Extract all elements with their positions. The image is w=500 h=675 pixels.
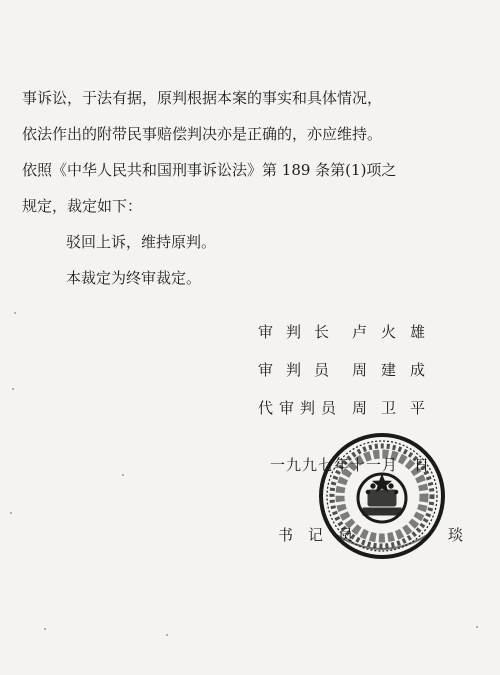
- scan-speck: [10, 512, 12, 514]
- signer-role: 代审判员: [258, 399, 343, 417]
- signer-role: 审判长: [258, 323, 343, 341]
- body-line: 依法作出的附带民事赔偿判决亦是正确的，亦应维持。: [22, 125, 383, 143]
- signer-name: 卢火雄: [352, 323, 440, 341]
- scan-speck: [44, 628, 46, 630]
- scan-speck: [12, 388, 14, 390]
- body-line: 依照《中华人民共和国刑事诉讼法》第 189 条第(1)项之: [22, 161, 397, 179]
- ruling-finality: 本裁定为终审裁定。: [66, 269, 202, 287]
- signer-acting-judge: [258, 394, 439, 422]
- scan-speck: [166, 634, 168, 636]
- scan-speck: [14, 312, 16, 314]
- body-line: 事诉讼，于法有据，原判根据本案的事实和具体情况，: [22, 89, 383, 107]
- body-line: 规定，裁定如下：: [22, 197, 143, 215]
- signer-presiding-judge: [258, 318, 439, 346]
- ruling-body: [22, 80, 477, 296]
- national-emblem-icon: [358, 474, 406, 522]
- clerk-label: 书 记 员: [278, 526, 354, 544]
- ruling-decision: 驳回上诉，维持原判。: [66, 233, 217, 251]
- scan-speck: [476, 626, 478, 628]
- signer-role: 审判员: [258, 361, 343, 379]
- signer-name: 周卫平: [352, 399, 440, 417]
- clerk-name: 琰: [448, 526, 464, 544]
- ruling-date: 一九九七年十一月 日: [270, 456, 431, 474]
- signer-judge: [258, 356, 439, 384]
- scan-speck: [122, 474, 124, 476]
- court-seal-icon: [318, 432, 446, 560]
- signer-name: 周建成: [352, 361, 440, 379]
